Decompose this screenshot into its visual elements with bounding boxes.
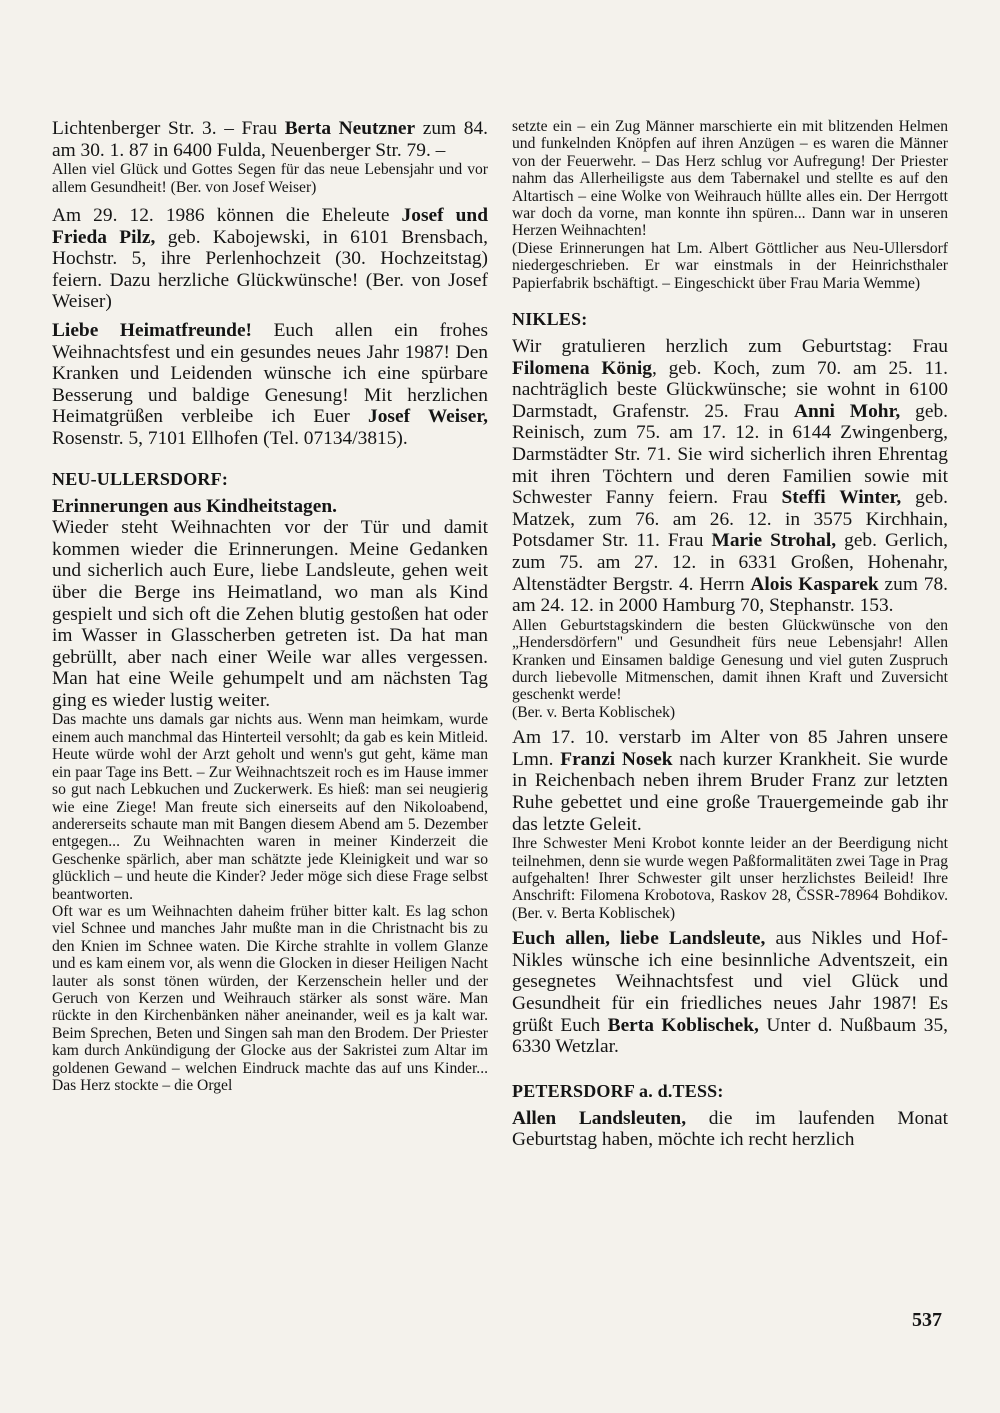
- left-paragraph-childhood: Das machte uns damals gar nichts aus. Wenn man heimkam, wurde einem auch manchmal das Hinterteil versohlt; da gab es kein Mitleid. Heute würde wohl der Arzt geholt und wenn's gut geht, käme man ein paar Tage ins Bett. – Zur Weihnachtszeit roch es im Hause immer so gut nach Lebkuchen und Zuckerwerk. Es hieß: man sei neugierig wie eine Ziege! Man freute sich einerseits auf den Nikoloabend, andererseits schaute man mit Bangen diesem Abend am 5. Dezember entgegen... Zu Weihnachten waren in meiner Kinderzeit die Geschenke spärlich, aber man schätzte jede Kleinigkeit und war so glücklich – und heute die Kinder? Jeder möge sich diese Frage selbst beantworten.: [52, 711, 488, 903]
- article-subheading: Erinnerungen aus Kindheitstagen.: [52, 495, 337, 517]
- right-paragraph-birthdays: Wir gratulieren herzlich zum Geburtstag: Frau Filomena König, geb. Koch, zum 70. am 25. 11. nachträglich beste Glückwünsche; sie wohnt in 6100 Darmstadt, Grafenstr. 25. Frau Anni Mohr, geb. Reinisch, zum 75. am 17. 12. in 6144 Zwingenberg, Darmstädter Str. 71. Sie wird sicherlich ihren Ehrentag mit ihren Töchtern und deren Familien sowie mit Schwester Fanny feiern. Frau Steffi Winter, geb. Matzek, zum 76. am 26. 12. in 3575 Kirchhain, Potsdamer Str. 11. Frau Marie Strohal, geb. Gerlich, zum 75. am 27. 12. in 6331 Großen, Hohenahr, Altenstädter Bergstr. 4. Herrn Alois Kasparek zum 78. am 24. 12. in 2000 Hamburg 70, Stephanstr. 153.: [512, 336, 949, 617]
- right-paragraph-attribution: (Diese Erinnerungen hat Lm. Albert Göttlicher aus Neu-Ullersdorf niedergeschrieben. Er war einstmals in der Heinrichsthaler Papierfabrik bschäftigt. – Eingeschickt über Frau Maria Wemme): [512, 239, 948, 292]
- left-paragraph-pilz: Am 29. 12. 1986 können die Eheleute Josef und Frieda Pilz, geb. Kabojewski, in 6101 Brensbach, Hochstr. 5, ihre Perlenhochzeit (30. Hochzeitstag) feiern. Dazu herzliche Glückwünsche! (Ber. von Josef Weiser): [52, 205, 488, 313]
- right-paragraph-reporter: (Ber. v. Berta Koblischek): [512, 703, 676, 721]
- left-paragraph-memories: Wieder steht Weihnachten vor der Tür und damit kommen wieder die Erinnerungen. Meine Gedanken und sicherlich auch Eure, liebe Landsleute, gehen weit über die Berge ins Heimatland, wo man als Kind gespielt und sich oft die Zehen blutig gestoßen hat oder im Wasser in Glasscherben getreten ist. Da hat man gebrüllt, aber nach einer Weile war alles vergessen. Man hat eine Weile gehumpelt und am nächsten Tag ging es wieder lustig weiter.: [52, 517, 488, 711]
- left-paragraph-blessing: Allen viel Glück und Gottes Segen für das neue Lebensjahr und vor allem Gesundheit! (Ber. von Josef Weiser): [52, 161, 488, 196]
- left-paragraph-neutzner: Lichtenberger Str. 3. – Frau Berta Neutzner zum 84. am 30. 1. 87 in 6400 Fulda, Neuenberger Str. 79. –: [52, 118, 488, 161]
- right-column: [512, 118, 948, 1151]
- right-paragraph-petersdorf: Allen Landsleuten, die im laufenden Monat Geburtstag haben, möchte ich recht herzlich: [512, 1107, 948, 1151]
- right-paragraph-wishes: Allen Geburtstagskindern die besten Glückwünsche von den „Hendersdörfern" und Gesundheit fürs neue Lebensjahr! Allen Kranken und Einsamen baldige Genesung und viel guten Zuspruch durch liebevolle Mitmenschen, damit ihnen Kraft und Zuversicht geschenkt werde!: [512, 616, 948, 704]
- section-heading-neu-ullersdorf: NEU-ULLERSDORF:: [52, 468, 229, 489]
- left-column: [52, 118, 488, 1094]
- section-heading-petersdorf: PETERSDORF a. d.TESS:: [512, 1080, 724, 1101]
- left-paragraph-greeting: Liebe Heimatfreunde! Euch allen ein frohes Weihnachtsfest und ein gesundes neues Jahr 1987! Den Kranken und Leidenden wünsche ich eine spürbare Besserung und baldige Genesung! Mit herzlichen Heimatgrüßen verbleibe ich Euer Josef Weiser, Rosenstr. 5, 7101 Ellhofen (Tel. 07134/3815).: [52, 319, 488, 449]
- right-paragraph-obituary: Am 17. 10. verstarb im Alter von 85 Jahren unsere Lmn. Franzi Nosek nach kurzer Krankheit. Sie wurde in Reichenbach neben ihrem Bruder Franz zur letzten Ruhe gebettet und eine große Trauergemeinde gab ihr das letzte Geleit.: [512, 727, 948, 835]
- page-number: 537: [912, 1309, 942, 1331]
- section-heading-nikles: NIKLES:: [512, 309, 588, 330]
- left-paragraph-christmas-night: Oft war es um Weihnachten daheim früher bitter kalt. Es lag schon viel Schnee und manches Jahr mußte man in die Christnacht bis zu den Knien im Schnee waten. Die Kirche strahlte in vollem Glanze und es kam einem vor, als wenn die Glocken in dieser Heiligen Nacht lauter als sonst tönen würden, der Kerzenschein heller und der Geruch von Kerzen und Weihrauch stärker als sonst wäre. Man rückte in den Kirchenbänken näher aneinander, weil es ja kalt war. Beim Sprechen, Beten und Singen sah man den Brodem. Der Priester kam durch Ankündigung der Glocke aus der Sakristei zum Altar im goldenen Gewand – welchen Eindruck machte das auf uns Kinder... Das Herz stockte – die Orgel: [52, 902, 488, 1094]
- right-paragraph-continuation: setzte ein – ein Zug Männer marschierte ein mit blitzenden Helmen und funkelnden Knöpfen auf ihren Anzügen – es waren die Männer von der Feuerwehr. – Das Herz schlug vor Aufregung! Der Priester nahm das Allerheiligste aus dem Tabernakel und stellte es auf den Altartisch – eine Wolke von Weihrauch hüllte alles ein. Der Herrgott war doch da vorne, man konnte ihn spüren... Dann war in unseren Herzen Weihnachten!: [512, 118, 948, 240]
- right-paragraph-sister: Ihre Schwester Meni Krobot konnte leider an der Beerdigung nicht teilnehmen, denn sie wurde wegen Paßformalitäten zwei Tage in Prag aufgehalten! Ihrer Schwester gilt unser herzlichstes Beileid! Ihre Anschrift: Filomena Krobotova, Raskov 28, ČSSR-78964 Bohdikov. (Ber. v. Berta Koblischek): [512, 835, 948, 922]
- right-paragraph-advent: Euch allen, liebe Landsleute, aus Nikles und Hof-Nikles wünsche ich eine besinnliche Adventszeit, ein gesegnetes Weihnachtsfest und viel Glück und Gesundheit für ein friedliches neues Jahr 1987! Es grüßt Euch Berta Koblischek, Unter d. Nußbaum 35, 6330 Wetzlar.: [512, 928, 949, 1058]
